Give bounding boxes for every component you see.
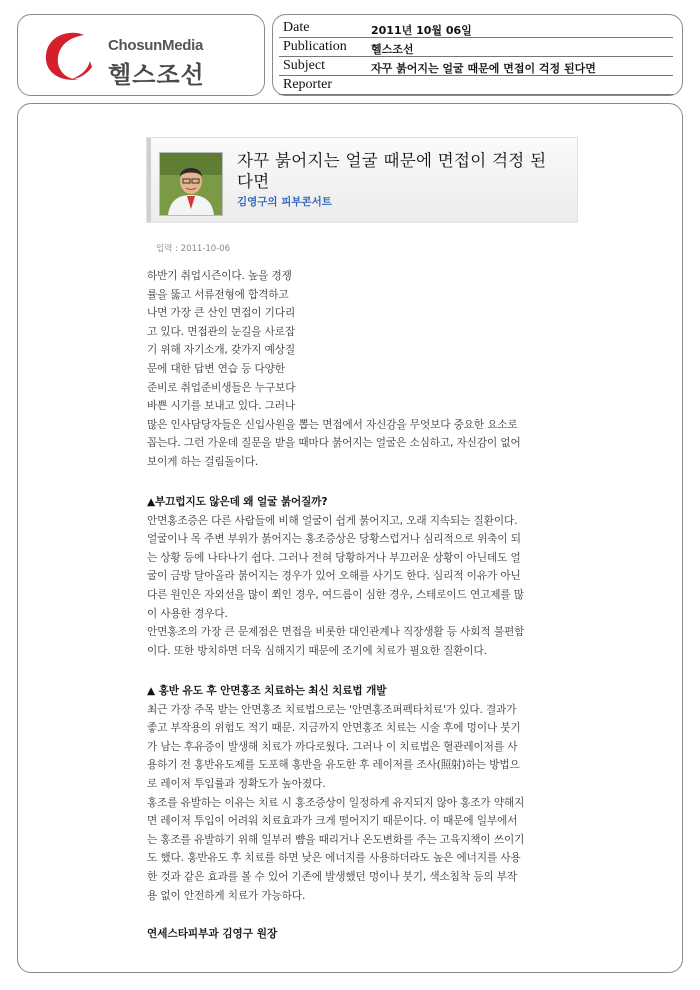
- intro-line: 률을 뚫고 서류전형에 합격하고: [147, 288, 289, 301]
- intro-line: 바쁜 시기를 보내고 있다. 그러나: [147, 400, 296, 413]
- section-1-line: 는 상황 등에 나타나기 쉽다. 그러나 전혀 당황하거나 부끄러운 상황이 아닌데도 얼: [147, 551, 521, 564]
- section-2-line: 는 홍조를 유발하기 위해 일부러 뺨을 때리거나 온도변화를 주는 고육지책이 쓰이기: [147, 833, 525, 846]
- section-2-line: 한 것과 같은 효과를 볼 수 있어 기존에 발생했던 멍이나 붓기, 색소침착 등의 부작: [147, 870, 518, 883]
- section-1-line: 굴이 금방 달아올라 붉어지는 경우가 있어 오해를 사기도 한다. 심리적 이유가 아닌: [147, 570, 521, 583]
- chosun-logo-icon: [38, 27, 100, 85]
- columnist-link[interactable]: 김영구의 피부콘서트: [237, 196, 332, 208]
- section-1-line: 얼굴이나 목 주변 부위가 붉어지는 홍조증상은 당황스럽거나 심리적으로 위축이 되: [147, 533, 521, 546]
- section-1-line: 다른 원인은 자외선을 많이 쬐인 경우, 여드름이 심한 경우, 스테로이드 연고제를 많: [147, 588, 524, 601]
- subject-label: Subject: [283, 58, 325, 73]
- section-2-line: 면 레이저 투입이 어려워 치료효과가 크게 떨어지기 때문이다. 이 때문에 일부에서: [147, 815, 518, 828]
- section-2-line: 용하기 전 홍반유도제를 도포해 홍반을 유도한 후 레이저를 조사(照射)하는 방법으: [147, 759, 520, 772]
- meta-row-date: [279, 19, 673, 38]
- intro-line: 준비로 취업준비생들은 누구보다: [147, 381, 296, 394]
- intro-line: 문에 대한 답변 연습 등 다양한: [147, 362, 285, 375]
- section-2-line: 최근 가장 주목 받는 안면홍조 치료법으로는 '안면홍조퍼펙타치료'가 있다. 결과가: [147, 703, 517, 716]
- intro-text: [147, 267, 577, 472]
- article-date: 입력 : 2011-10-06: [156, 244, 231, 254]
- date-value: 2011년 10월 06일: [371, 24, 472, 37]
- headline-line-1: 자꾸 붉어지는 얼굴 때문에 면접이 걱정 된: [237, 151, 547, 170]
- section-2-line: 로 레이저 투입률과 정확도가 높아졌다.: [147, 777, 326, 790]
- article-headline: [237, 150, 567, 192]
- headline-line-2: 다면: [237, 172, 270, 191]
- reporter-label: Reporter: [283, 77, 332, 92]
- columnist-photo: [159, 152, 223, 216]
- publication-label: Publication: [283, 39, 347, 54]
- section-1-line: 이다. 또한 방치하면 더욱 심해지기 때문에 조기에 치료가 필요한 질환이다.: [147, 644, 487, 657]
- section-2-title: ▲ 홍반 유도 후 안면홍조 치료하는 최신 치료법 개발: [147, 685, 387, 697]
- section-2: [147, 682, 577, 905]
- section-2-line: 좋고 부작용의 위험도 적기 때문. 지금까지 안면홍조 치료는 시술 후에 멍이나 붓기: [147, 722, 521, 735]
- intro-line: 보이게 하는 걸림돌이다.: [147, 455, 259, 468]
- header-accent: [147, 138, 151, 222]
- intro-line: 많은 인사담당자들은 신입사원을 뽑는 면접에서 자신감을 무엇보다 중요한 요소로: [147, 418, 518, 431]
- article-author: 연세스타피부과 김영구 원장: [147, 928, 278, 940]
- columnist-portrait-icon: [160, 153, 222, 215]
- meta-box: [272, 14, 683, 96]
- section-2-line: 도 했다. 홍반유도 후 치료를 하면 낮은 에너지를 사용하더라도 높은 에너지를 사용: [147, 852, 521, 865]
- logo-text-en: ChosunMedia: [108, 37, 204, 54]
- intro-line: 고 있다. 면접관의 눈길을 사로잡: [147, 325, 296, 338]
- article-header: [146, 137, 578, 223]
- section-2-line: 용 없이 안전하게 치료가 가능하다.: [147, 889, 306, 902]
- section-1: [147, 493, 577, 660]
- intro-line: 하반기 취업시즌이다. 높을 경쟁: [147, 270, 292, 282]
- intro-line: 나면 가장 큰 산인 면접이 기다리: [147, 307, 296, 320]
- section-1-line: 안면홍조증은 다른 사람들에 비해 얼굴이 쉽게 붉어지고, 오래 지속되는 질환이다.: [147, 514, 518, 527]
- logo-text-ko: 헬스조선: [108, 61, 205, 89]
- intro-line: 기 위해 자기소개, 갖가지 예상질: [147, 344, 296, 357]
- section-2-line: 가 남는 후유증이 발생해 치료가 까다로웠다. 그러나 이 치료법은 혈관레이저를 사: [147, 740, 518, 753]
- intro-line: 꼽는다. 그런 가운데 질문을 받을 때마다 붉어지는 얼굴은 소심하고, 자신감이 없어: [147, 437, 521, 450]
- logo-box: [17, 14, 265, 96]
- meta-row-publication: [279, 38, 673, 57]
- meta-row-reporter: [279, 76, 673, 95]
- section-1-line: 이 사용한 경우다.: [147, 607, 228, 620]
- meta-row-subject: [279, 57, 673, 76]
- section-1-line: 안면홍조의 가장 큰 문제점은 면접을 비롯한 대인관계나 직장생활 등 사회적 불편함: [147, 626, 525, 639]
- section-2-line: 홍조를 유발하는 이유는 치료 시 홍조증상이 일정하게 유지되지 않아 홍조가 약해지: [147, 796, 525, 809]
- section-1-title: ▲부끄럽지도 않은데 왜 얼굴 붉어질까?: [147, 496, 328, 508]
- subject-value: 자꾸 붉어지는 얼굴 때문에 면접이 걱정 된다면: [371, 62, 596, 75]
- date-label: Date: [283, 20, 310, 35]
- publication-value: 헬스조선: [371, 43, 414, 56]
